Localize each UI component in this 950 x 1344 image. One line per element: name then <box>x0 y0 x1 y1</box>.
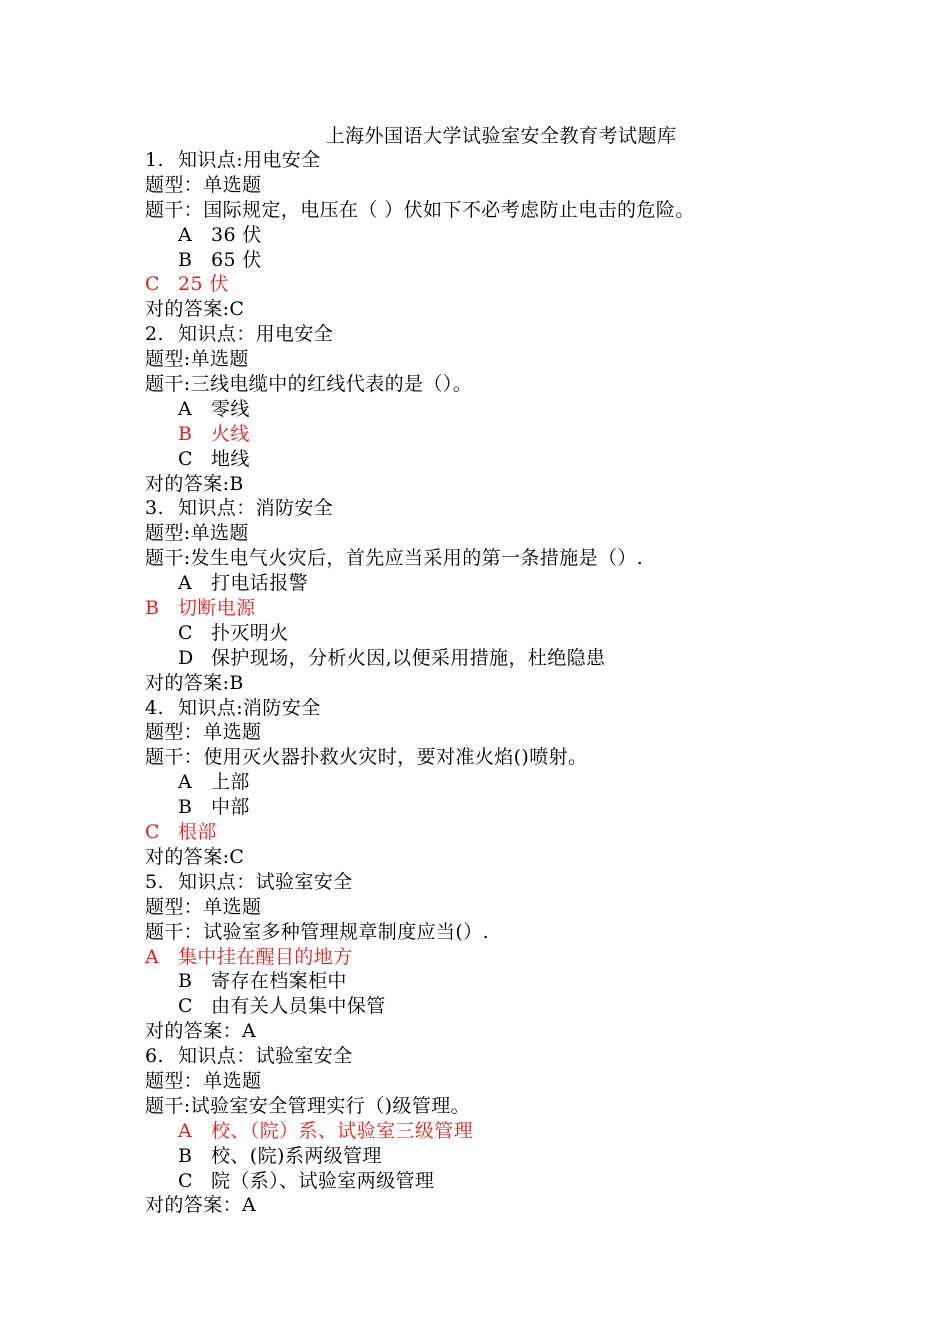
question-type: 题型：单选题 <box>145 173 262 196</box>
option-key: A <box>178 1119 193 1142</box>
option-c-correct <box>145 820 905 845</box>
answer: 对的答案：A <box>145 1020 257 1043</box>
option-key: A <box>178 397 193 420</box>
option-text: 上部 <box>211 771 250 794</box>
option-key: C <box>145 821 160 844</box>
document-title <box>0 124 950 149</box>
option-key: C <box>178 995 193 1018</box>
answer: 对的答案:C <box>145 298 245 321</box>
option-key: B <box>178 1144 193 1167</box>
question-type: 题型：单选题 <box>145 1069 262 1092</box>
option-text: 地线 <box>211 447 250 470</box>
knowledge-point: 知识点：试验室安全 <box>178 1045 353 1068</box>
option-text: 打电话报警 <box>211 572 309 595</box>
option-b <box>145 795 905 820</box>
question-3-point <box>145 496 905 521</box>
question-list <box>145 148 905 1218</box>
option-c <box>145 1169 905 1194</box>
question-5-point <box>145 870 905 895</box>
question-number: 5. <box>145 870 164 893</box>
option-key: C <box>145 273 160 296</box>
option-c <box>145 994 905 1019</box>
option-b-correct <box>145 422 905 447</box>
question-number: 6. <box>145 1045 164 1068</box>
option-key: C <box>178 447 193 470</box>
question-type: 题型:单选题 <box>145 522 249 545</box>
option-text: 零线 <box>211 397 250 420</box>
option-b <box>145 1144 905 1169</box>
question-stem: 题干:三线电缆中的红线代表的是（）。 <box>145 373 473 396</box>
knowledge-point: 知识点：试验室安全 <box>178 870 353 893</box>
question-number: 1. <box>145 149 164 171</box>
question-stem: 题干:试验室安全管理实行（)级管理。 <box>145 1094 471 1117</box>
option-key: A <box>145 945 160 968</box>
question-2-point <box>145 322 905 347</box>
title-text: 上海外国语大学试验室安全教育考试题库 <box>325 125 677 147</box>
option-text: 切断电源 <box>178 597 256 620</box>
option-key: A <box>178 771 193 794</box>
question-type: 题型：单选题 <box>145 895 262 918</box>
knowledge-point: 知识点：消防安全 <box>178 497 334 520</box>
question-stem: 题干：试验室多种管理规章制度应当(）. <box>145 920 490 943</box>
option-text: 校、(院)系两级管理 <box>211 1144 382 1167</box>
option-key: A <box>178 572 193 595</box>
option-text: 集中挂在醒目的地方 <box>178 945 353 968</box>
option-key: B <box>178 796 193 819</box>
option-key: A <box>178 223 193 246</box>
option-text: 25 伏 <box>178 273 229 296</box>
option-a <box>145 571 905 596</box>
question-4-point <box>145 696 905 721</box>
option-key: B <box>178 970 193 993</box>
knowledge-point: 知识点：用电安全 <box>178 323 334 346</box>
option-d <box>145 646 905 671</box>
option-key: B <box>178 248 193 271</box>
question-6-point <box>145 1044 905 1069</box>
option-text: 火线 <box>211 422 250 445</box>
question-number: 3. <box>145 497 164 520</box>
question-number: 2. <box>145 323 164 346</box>
answer: 对的答案:B <box>145 671 244 694</box>
question-1-point <box>145 148 905 173</box>
option-text: 由有关人员集中保管 <box>211 995 386 1018</box>
question-type: 题型:单选题 <box>145 348 249 371</box>
answer: 对的答案：A <box>145 1194 257 1217</box>
knowledge-point: 知识点:消防安全 <box>178 696 321 719</box>
option-text: 院（系）、试验室两级管理 <box>211 1169 435 1192</box>
option-text: 寄存在档案柜中 <box>211 970 347 993</box>
option-key: D <box>178 646 194 669</box>
option-b <box>145 969 905 994</box>
option-key: B <box>178 422 193 445</box>
option-key: C <box>178 1169 193 1192</box>
question-type: 题型：单选题 <box>145 721 262 744</box>
option-key: B <box>145 597 160 620</box>
question-stem: 题干:发生电气火灾后，首先应当采用的第一条措施是（）. <box>145 547 644 570</box>
option-c-correct <box>145 272 905 297</box>
option-b <box>145 248 905 273</box>
option-c <box>145 621 905 646</box>
question-stem: 题干：使用灭火器扑救火灾时，要对准火焰()喷射。 <box>145 746 588 769</box>
option-a <box>145 397 905 422</box>
knowledge-point: 知识点:用电安全 <box>178 149 321 171</box>
question-stem: 题干：国际规定，电压在（ ）伏如下不必考虑防止电击的危险。 <box>145 198 695 221</box>
option-a-correct <box>145 945 905 970</box>
option-text: 校、（院）系、试验室三级管理 <box>211 1119 474 1142</box>
option-c <box>145 447 905 472</box>
option-text: 36 伏 <box>211 223 262 246</box>
option-text: 中部 <box>211 796 250 819</box>
answer: 对的答案:B <box>145 472 244 495</box>
answer: 对的答案:C <box>145 845 245 868</box>
option-b-correct <box>145 596 905 621</box>
option-text: 扑灭明火 <box>211 621 289 644</box>
question-number: 4. <box>145 696 164 719</box>
option-text: 65 伏 <box>211 248 262 271</box>
option-key: C <box>178 621 193 644</box>
option-a <box>145 770 905 795</box>
option-a <box>145 223 905 248</box>
option-a-correct <box>145 1119 905 1144</box>
option-text: 保护现场，分析火因,以便采用措施，杜绝隐患 <box>211 646 606 669</box>
option-text: 根部 <box>178 821 217 844</box>
